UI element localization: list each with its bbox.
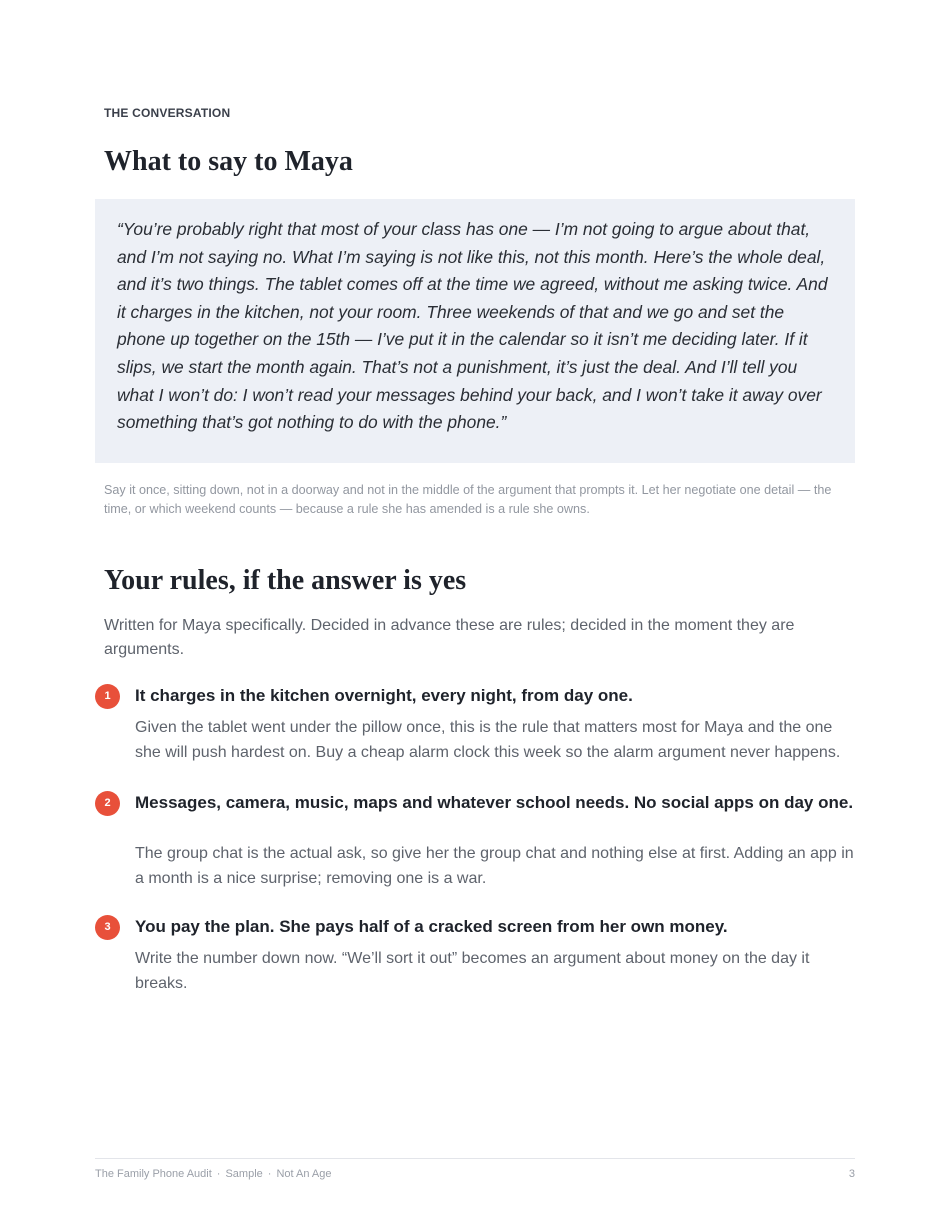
page-number: 3 (848, 1168, 855, 1180)
footer-separator: · (216, 1168, 221, 1180)
footer-doc-info (95, 1168, 331, 1180)
footer-doc-title: The Family Phone Audit (95, 1168, 212, 1180)
quote-guidance-note: Say it once, sitting down, not in a doorway and not in the middle of the argument that prompts it. Let her negotiate one detail — the time, or which weekend counts — because a rule she has amended is a rule she owns. (104, 483, 832, 516)
script-quote-text: “You’re probably right that most of your class has one — I’m not going to argue about that, and I’m not saying no. What I’m saying is not like this, not this month. Here’s the whole deal, and it’s two things. The tablet comes off at the time we agreed, without me asking twice. And it charges in the kitchen, not your room. Three weekends of that and we go and set the phone up together on the 15th — I’ve put it in the calendar so it isn’t me deciding later. If it slips, we start the month again. That’s not a punishment, it’s just the deal. And I’ll tell you what I won’t do: I won’t read your messages behind your back, and I won’t take it away over something that’s got nothing to do with the phone.” (117, 219, 828, 433)
rule-body: Write the number down now. “We’ll sort it out” becomes an argument about money on the day it breaks. (135, 950, 810, 992)
footer-subtitle: Not An Age (276, 1168, 332, 1180)
section-eyebrow: THE CONVERSATION (104, 106, 231, 120)
rule-number-badge: 3 (95, 915, 120, 940)
rule-number-badge: 1 (95, 684, 120, 709)
rule-title: Messages, camera, music, maps and whatever school needs. No social apps on day one. (135, 793, 854, 812)
rule-title: It charges in the kitchen overnight, every night, from day one. (135, 686, 633, 705)
rule-title: You pay the plan. She pays half of a cracked screen from her own money. (135, 917, 728, 936)
rules-intro: Written for Maya specifically. Decided in advance these are rules; decided in the moment they are arguments. (104, 617, 795, 658)
rule-body: The group chat is the actual ask, so give her the group chat and nothing else at first. Adding an app in a month is a nice surprise; removing one is a war. (135, 845, 854, 887)
script-quote-box (95, 199, 855, 463)
conversation-heading: What to say to Maya (104, 146, 353, 177)
footer-separator: · (267, 1168, 272, 1180)
footer-divider (95, 1158, 855, 1159)
rule-body: Given the tablet went under the pillow once, this is the rule that matters most for Maya and the one she will push hardest on. Buy a cheap alarm clock this week so the alarm argument never happens. (135, 719, 841, 761)
rule-number-badge: 2 (95, 791, 120, 816)
rules-heading: Your rules, if the answer is yes (104, 565, 467, 596)
footer-edition: Sample (225, 1168, 263, 1180)
